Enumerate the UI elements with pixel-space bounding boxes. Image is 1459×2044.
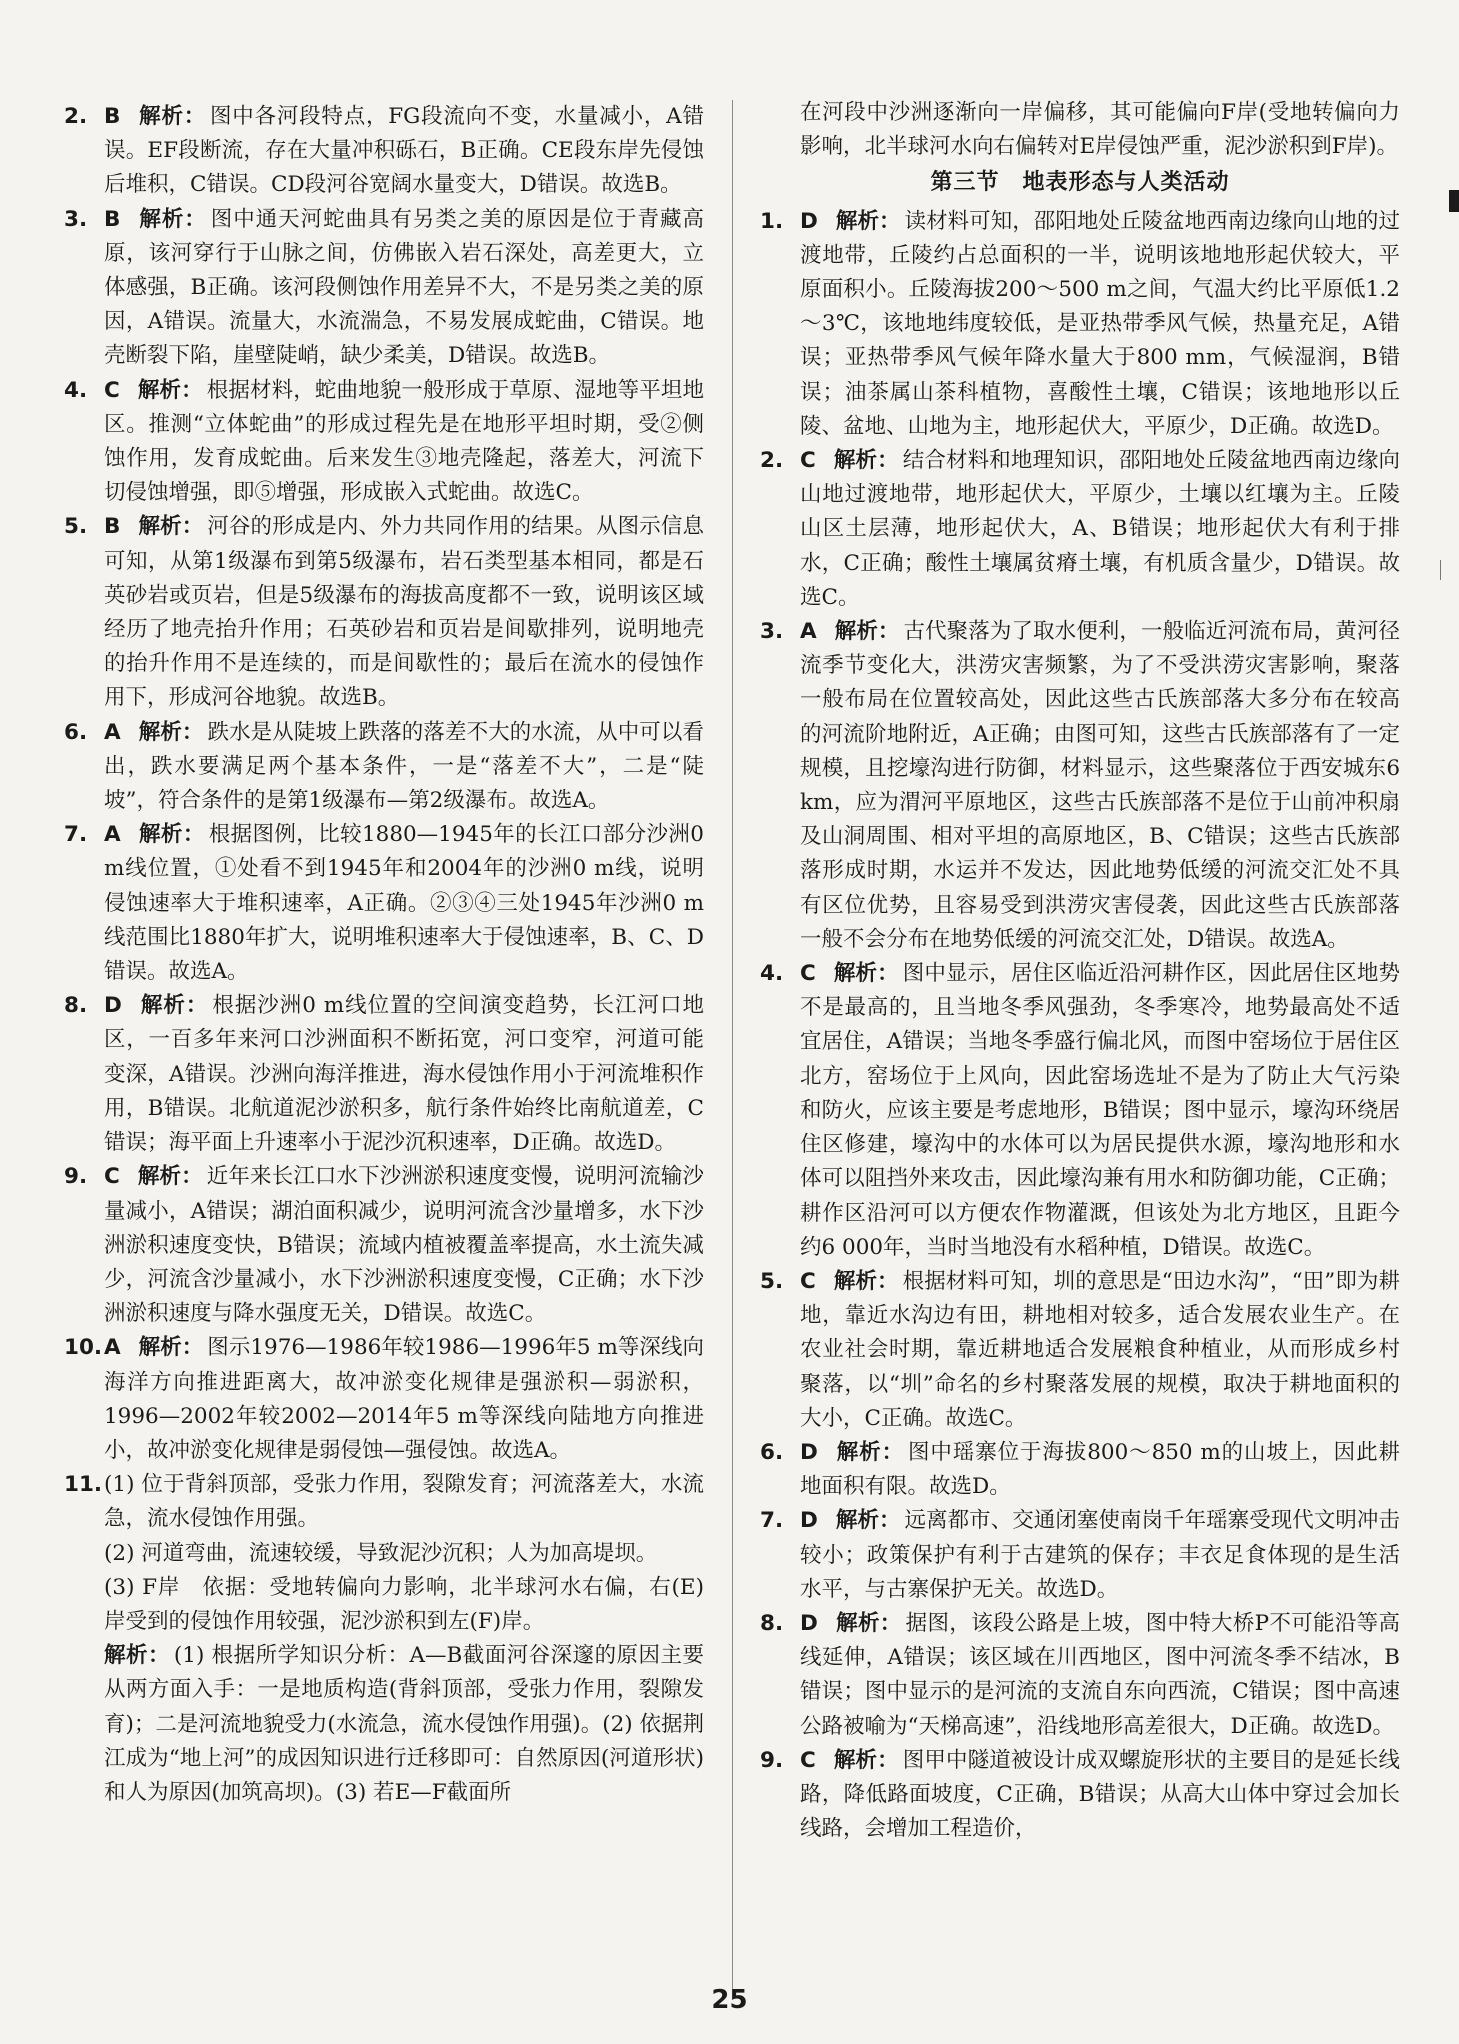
question-number: 6. <box>64 719 88 745</box>
answer-item <box>760 1436 1400 1504</box>
answer-item <box>64 510 704 715</box>
analysis-text: 远离都市、交通闭塞使南岗千年瑶寨受现代文明冲击较小；政策保护有利于古建筑的保存；丰衣足食体现的是生活水平，与古寨保护无关。故选D。 <box>800 1508 1400 1602</box>
answer-item <box>760 1265 1400 1436</box>
analysis-text: 近年来长江口水下沙洲淤积速度变慢，说明河流输沙量减小，A错误；湖泊面积减少，说明河流含沙量增多，水下沙洲淤积速度变快，B错误；流域内植被覆盖率提高，水土流失减少，河流含沙量减小，水下沙洲淤积速度变慢，C正确；水下沙洲淤积速度与降水强度无关，D错误。故选C。 <box>104 1164 704 1327</box>
analysis-label: 解析： <box>138 514 204 540</box>
answer-item <box>760 444 1400 615</box>
right-answer-list <box>760 205 1400 1847</box>
question-number: 5. <box>760 1268 784 1294</box>
answer-item <box>64 989 704 1160</box>
analysis-label: 解析： <box>138 719 204 745</box>
left-answer-list <box>64 100 704 1468</box>
analysis-label: 解析： <box>835 208 901 234</box>
answer-item-11 <box>64 1468 704 1810</box>
answer-letter: A <box>800 619 817 645</box>
question-number: 3. <box>760 619 784 645</box>
analysis-label: 解析： <box>833 448 899 474</box>
question-number: 1. <box>760 208 784 234</box>
analysis-text: 古代聚落为了取水便利，一般临近河流布局，黄河径流季节变化大，洪涝灾害频繁，为了不受洪涝灾害影响，聚落一般布局在位置较高处，因此这些古氏族部落大多分布在较高的河流阶地附近，A正确；由图可知，这些古氏族部落有了一定规模，且挖壕沟进行防御，材料显示，这些聚落位于西安城东6 km，应为渭河平原地区，这些古氏族部落不是位于山前冲积扇及山洞周围、相对平坦的高原地区，B、C错误；这些古氏族部落形成时期，水运并不发达，因此地势低缓的河流交汇处不具有区位优势，且容易受到洪涝灾害侵袭，因此这些古氏族部落一般不会分布在地势低缓的河流交汇处，D错误。故选A。 <box>800 619 1400 952</box>
analysis-label: 解析： <box>835 1610 902 1636</box>
question-number: 10. <box>64 1335 103 1361</box>
analysis-text: 图中通天河蛇曲具有另类之美的原因是位于青藏高原，该河穿行于山脉之间，仿佛嵌入岩石深处，高差更大，立体感强，B正确。该河段侧蚀作用差异不大，不是另类之美的原因，A错误。流量大，水流湍急，不易发展成蛇曲，C错误。地壳断裂下陷，崖壁陡峭，缺少柔美，D错误。故选B。 <box>104 206 704 369</box>
analysis-text: 图示1976—1986年较1986—1996年5 m等深线向海洋方向推进距离大，故冲淤变化规律是强淤积—弱淤积，1996—2002年较2002—2014年5 m等深线向陆地方向推进小，故冲淤变化规律是弱侵蚀—强侵蚀。故选A。 <box>104 1335 704 1463</box>
answer-letter: C <box>800 961 816 987</box>
q11-analysis-text: (1) 根据所学知识分析：A—B截面河谷深邃的原因主要从两方面入手：一是地质构造(背斜顶部，受张力作用，裂隙发育)；二是河流地貌受力(水流急，流水侵蚀作用强)。(2) 依据荆江成为“地上河”的成因知识进行迁移即可：自然原因(河道形状)和人为原因(加筑高坝)。(3) 若E—F截面所 <box>104 1643 704 1805</box>
answer-letter: D <box>800 1610 818 1636</box>
question-number: 9. <box>64 1164 88 1190</box>
answer-letter: D <box>104 993 122 1019</box>
page-number: 25 <box>711 1985 748 2015</box>
analysis-label: 解析： <box>835 1508 901 1534</box>
analysis-text: 根据图例，比较1880—1945年的长江口部分沙洲0 m线位置，①处看不到1945年和2004年的沙洲0 m线，说明侵蚀速率大于堆积速率，A正确。②③④三处1945年沙洲0 m线范围比1880年扩大，说明堆积速率大于侵蚀速率，B、C、D错误。故选A。 <box>104 822 704 985</box>
answer-letter: C <box>800 1268 816 1294</box>
answer-item <box>64 100 704 203</box>
right-column <box>760 96 1400 1846</box>
question-number: 3. <box>64 206 88 232</box>
answer-letter: B <box>104 104 121 129</box>
answer-item <box>760 1504 1400 1607</box>
analysis-label: 解析： <box>138 822 205 848</box>
answer-item <box>64 818 704 989</box>
analysis-text: 图中各河段特点，FG段流向不变，水量减小，A错误。EF段断流，存在大量冲积砾石，B正确。CE段东岸先侵蚀后堆积，C错误。CD段河谷宽阔水量变大，D错误。故选B。 <box>104 104 704 198</box>
analysis-label: 解析： <box>137 1164 203 1190</box>
analysis-text: 根据沙洲0 m线位置的空间演变趋势，长江河口地区，一百多年来河口沙洲面积不断拓宽，河口变窄，河道可能变深，A错误。沙洲向海洋推进，海水侵蚀作用小于河流堆积作用，B错误。北航道泥沙淤积多，航行条件始终比南航道差，C错误；海平面上升速率小于泥沙沉积速率，D正确。故选D。 <box>104 993 704 1156</box>
answer-letter: B <box>104 514 121 540</box>
answer-item <box>64 716 704 819</box>
answer-item <box>760 1744 1400 1847</box>
analysis-label: 解析： <box>833 961 899 987</box>
analysis-label: 解析： <box>834 619 900 645</box>
question-number: 4. <box>64 377 88 403</box>
question-number: 6. <box>760 1439 784 1465</box>
section-title: 第三节 地表形态与人类活动 <box>930 170 1230 196</box>
q11-analysis <box>104 1639 704 1810</box>
answer-letter: A <box>104 719 121 745</box>
answer-letter: A <box>104 1335 121 1361</box>
question-number: 2. <box>760 448 784 474</box>
analysis-text: 图中瑶寨位于海拔800～850 m的山坡上，因此耕地面积有限。故选D。 <box>800 1439 1400 1500</box>
analysis-label: 解析： <box>104 1643 170 1669</box>
answer-item <box>64 203 704 374</box>
question-number: 7. <box>64 822 88 848</box>
answer-letter: D <box>800 1508 818 1534</box>
question-number: 8. <box>760 1610 784 1636</box>
answer-letter: C <box>800 448 816 474</box>
answer-item <box>64 374 704 511</box>
analysis-label: 解析： <box>835 1439 904 1465</box>
answer-item <box>760 615 1400 957</box>
answer-letter: C <box>104 377 120 403</box>
answer-item <box>760 205 1400 444</box>
column-divider <box>732 100 733 2000</box>
analysis-text: 根据材料可知，圳的意思是“田边水沟”，“田”即为耕地，靠近水沟边有田，耕地相对较多，适合发展农业生产。在农业社会时期，靠近耕地适合发展粮食种植业，从而形成乡村聚落，以“圳”命名的乡村聚落发展的规模，取决于耕地面积的大小，C正确。故选C。 <box>800 1268 1400 1431</box>
answer-letter: C <box>800 1747 816 1773</box>
analysis-text: 图甲中隧道被设计成双螺旋形状的主要目的是延长线路，降低路面坡度，C正确，B错误；从高大山体中穿过会加长线路，会增加工程造价， <box>800 1747 1400 1842</box>
analysis-label: 解析： <box>138 104 207 129</box>
page-edge-tick <box>1440 560 1441 580</box>
question-number: 9. <box>760 1747 784 1773</box>
analysis-label: 解析： <box>138 206 207 232</box>
analysis-text: 据图，该段公路是上坡，图中特大桥P不可能沿等高线延伸，A错误；该区域在川西地区，图中河流冬季不结冰，B错误；图中显示的是河流的支流自东向西流，C错误；图中高速公路被喻为“天梯高速”，沿线地形高差很大，D正确。故选D。 <box>800 1610 1400 1739</box>
question-number: 8. <box>64 993 88 1019</box>
analysis-label: 解析： <box>137 377 203 403</box>
analysis-text: 读材料可知，邵阳地处丘陵盆地西南边缘向山地的过渡地带，丘陵约占总面积的一半，说明该地地形起伏较大，平原面积小。丘陵海拔200～500 m之间，气温大约比平原低1.2～3℃，该地地纬度较低，是亚热带季风气候，热量充足，A错误；亚热带季风气候年降水量大于800 mm，气候湿润，B错误；油茶属山茶科植物，喜酸性土壤，C错误；该地地形以丘陵、盆地、山地为主，地形起伏大，平原少，D正确。故选D。 <box>800 208 1400 439</box>
page-edge-mark <box>1449 190 1459 212</box>
question-number: 4. <box>760 961 784 987</box>
q11-part-3: (3) F岸 依据：受地转偏向力影响，北半球河水右偏，右(E)岸受到的侵蚀作用较强，泥沙淤积到左(F)岸。 <box>104 1574 704 1634</box>
analysis-text: 图中显示，居住区临近沿河耕作区，因此居住区地势不是最高的，且当地冬季风强劲，冬季寒冷，地势最高处不适宜居住，A错误；当地冬季盛行偏北风，而图中窑场位于居住区北方，窑场位于上风向，因此窑场选址不是为了防止大气污染和防火，应该主要是考虑地形，B错误；图中显示，壕沟环绕居住区修建，壕沟中的水体可以为居民提供水源，壕沟地形和水体可以阻挡外来攻击，因此壕沟兼有用水和防御功能，C正确；耕作区沿河可以方便农作物灌溉，但该处为北方地区，且距今约6 000年，当时当地没有水稻种植，D错误。故选C。 <box>800 961 1400 1260</box>
question-number: 2. <box>64 104 88 129</box>
answer-item <box>760 957 1400 1265</box>
left-column <box>64 100 704 1810</box>
analysis-label: 解析： <box>833 1268 899 1294</box>
answer-letter: B <box>104 206 121 232</box>
answer-item <box>64 1160 704 1331</box>
analysis-label: 解析： <box>138 1335 204 1361</box>
answer-letter: C <box>104 1164 120 1190</box>
analysis-label: 解析： <box>139 993 209 1019</box>
analysis-text: 河谷的形成是内、外力共同作用的结果。从图示信息可知，从第1级瀑布到第5级瀑布，岩石类型基本相同，都是石英砂岩或页岩，但是5级瀑布的海拔高度都不一致，说明该区域经历了地壳抬升作用；石英砂岩和页岩是间歇排列，说明地壳的抬升作用不是连续的，而是间歇性的；最后在流水的侵蚀作用下，形成河谷地貌。故选B。 <box>104 514 704 711</box>
question-number: 5. <box>64 514 88 540</box>
analysis-text: 跌水是从陡坡上跌落的落差不大的水流，从中可以看出，跌水要满足两个基本条件，一是“落差不大”，二是“陡坡”，符合条件的是第1级瀑布—第2级瀑布。故选A。 <box>104 719 704 814</box>
q11-part-2: (2) 河道弯曲，流速较缓，导致泥沙沉积；人为加高堤坝。 <box>104 1540 658 1566</box>
question-number: 7. <box>760 1508 784 1534</box>
analysis-text: 根据材料，蛇曲地貌一般形成于草原、湿地等平坦地区。推测“立体蛇曲”的形成过程先是在地形平坦时期，受②侧蚀作用，发育成蛇曲。后来发生③地壳隆起，落差大，河流下切侵蚀增强，即⑤增强，形成嵌入式蛇曲。故选C。 <box>104 377 704 506</box>
question-number: 11. <box>64 1472 103 1498</box>
q11-part-1: (1) 位于背斜顶部，受张力作用，裂隙发育；河流落差大，水流急，流水侵蚀作用强。 <box>104 1472 704 1532</box>
answer-letter: D <box>800 208 818 234</box>
answer-item <box>760 1607 1400 1744</box>
answer-letter: D <box>800 1439 818 1465</box>
q11-continuation: 在河段中沙洲逐渐向一岸偏移，其可能偏向F岸(受地转偏向力影响，北半球河水向右偏转对E岸侵蚀严重，泥沙淤积到F岸)。 <box>800 100 1400 160</box>
answer-item <box>64 1331 704 1468</box>
analysis-text: 结合材料和地理知识，邵阳地处丘陵盆地西南边缘向山地过渡地带，地形起伏大，平原少，土壤以红壤为主。丘陵山区土层薄，地形起伏大，A、B错误；地形起伏大有利于排水，C正确；酸性土壤属贫瘠土壤，有机质含量少，D错误。故选C。 <box>800 448 1400 610</box>
answer-letter: A <box>104 822 121 848</box>
analysis-label: 解析： <box>833 1747 899 1773</box>
